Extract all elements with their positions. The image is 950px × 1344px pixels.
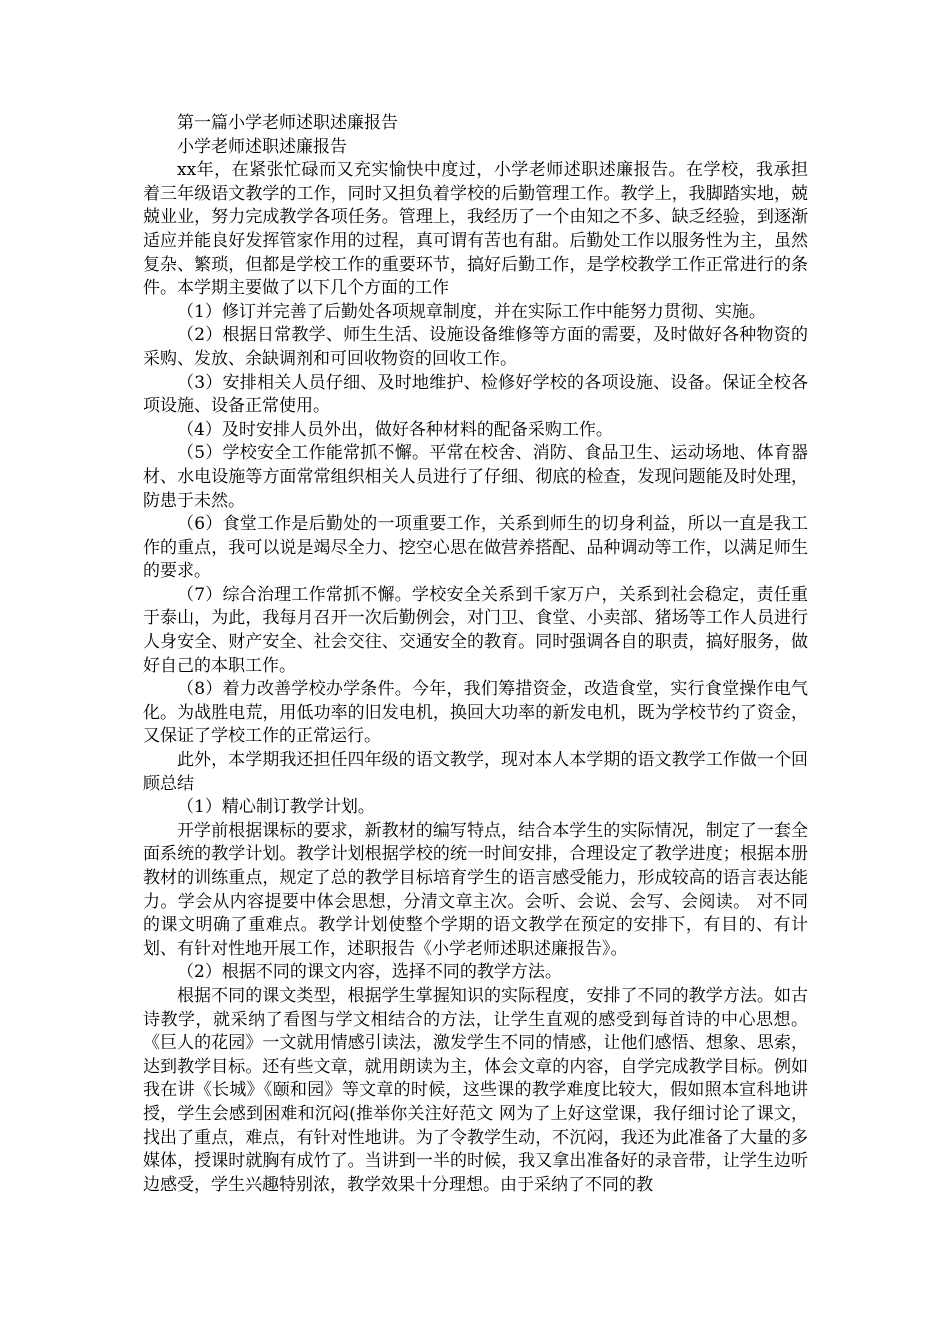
paragraph-item-3: （3）安排相关人员仔细、及时地维护、检修好学校的各项设施、设备。保证全校各项设施、设备正常使用。 [143,372,808,417]
paragraph-item-8: （8）着力改善学校办学条件。今年，我们筹措资金，改造食堂，实行食堂操作电气化。为战胜电荒，用低功率的旧发电机，换回大功率的新发电机，既为学校节约了资金，又保证了学校工作的正常运行。 [143,679,808,747]
paragraph-intro: xx年，在紧张忙碌而又充实愉快中度过，小学老师述职述廉报告。在学校，我承担着三年级语文教学的工作，同时又担负着学校的后勤管理工作。教学上，我脚踏实地，兢兢业业，努力完成教学各项任务。管理上，我经历了一个由知之不多、缺乏经验，到逐渐适应并能良好发挥管家作用的过程，真可谓有苦也有甜。后勤处工作以服务性为主，虽然复杂、繁琐，但都是学校工作的重要环节，搞好后勤工作，是学校教学工作正常进行的条件。本学期主要做了以下几个方面的工作 [143,160,808,299]
paragraph-item-5: （5）学校安全工作能常抓不懈。平常在校舍、消防、食品卫生、运动场地、体育器材、水电设施等方面常常组织相关人员进行了仔细、彻底的检查，发现问题能及时处理，防患于未然。 [143,443,808,511]
paragraph-item-1: （1）修订并完善了后勤处各项规章制度，并在实际工作中能努力贯彻、实施。 [177,301,766,322]
paragraph-teaching-methods: 根据不同的课文类型，根据学生掌握知识的实际程度，安排了不同的教学方法。如古诗教学，就采纳了看图与学文相结合的方法，让学生直观的感受到每首诗的中心思想。《巨人的花园》一文就用情感引读法，激发学生不同的情感，让他们感悟、想象、思索，达到教学目标。还有些文章，就用朗读为主，体会文章的内容，自学完成教学目标。例如我在讲《长城》《颐和园》等文章的时候，这些课的教学难度比较大，假如照本宣科地讲授，学生会感到困难和沉闷(推举你关注好范文 网为了上好这堂课，我仔细讨论了课文，找出了重点，难点，有针对性地讲。为了令教学生动，不沉闷，我还为此准备了大量的多媒体，授课时就胸有成竹了。当讲到一半的时候，我又拿出准备好的录音带，让学生边听边感受，学生兴趣特别浓，教学效果十分理想。由于采纳了不同的教 [143,985,808,1195]
paragraph-item-6: （6）食堂工作是后勤处的一项重要工作，关系到师生的切身利益，所以一直是我工作的重点，我可以说是竭尽全力、挖空心思在做营养搭配、品种调动等工作，以满足师生的要求。 [143,514,808,582]
document-subtitle: 小学老师述职述廉报告 [177,136,347,157]
paragraph-teaching-plan: 开学前根据课标的要求，新教材的编写特点，结合本学生的实际情况，制定了一套全面系统的教学计划。教学计划根据学校的统一时间安排，合理设定了教学进度；根据本册教材的训练重点，规定了总的教学目标培育学生的语言感受能力，形成较高的语言表达能力。学会从内容提要中体会思想，分清文章主次。会听、会说、会写、会阅读。 对不同的课文明确了重难点。教学计划使整个学期的语文教学在预定的安排下，有目的、有计划、有针对性地开展工作，述职报告《小学老师述职述廉报告》。 [143,820,808,959]
document-body [143,112,808,1197]
paragraph-teaching-intro: 此外，本学期我还担任四年级的语文教学，现对本人本学期的语文教学工作做一个回顾总结 [143,750,808,794]
paragraph-item-2: （2）根据日常教学、师生生活、设施设备维修等方面的需要，及时做好各种物资的采购、发放、余缺调剂和可回收物资的回收工作。 [143,325,808,369]
document-title: 第一篇小学老师述职述廉报告 [177,113,398,133]
paragraph-teaching-heading-2: （2）根据不同的课文内容，选择不同的教学方法。 [177,962,562,983]
paragraph-teaching-heading-1: （1）精心制订教学计划。 [177,797,375,818]
paragraph-item-4: （4）及时安排人员外出，做好各种材料的配备采购工作。 [177,419,613,440]
paragraph-item-7: （7）综合治理工作常抓不懈。学校安全关系到千家万户，关系到社会稳定，责任重于泰山，为此，我每月召开一次后勤例会，对门卫、食堂、小卖部、猪场等工作人员进行人身安全、财产安全、社会交往、交通安全的教育。同时强调各自的职责，搞好服务，做好自己的本职工作。 [143,584,808,676]
